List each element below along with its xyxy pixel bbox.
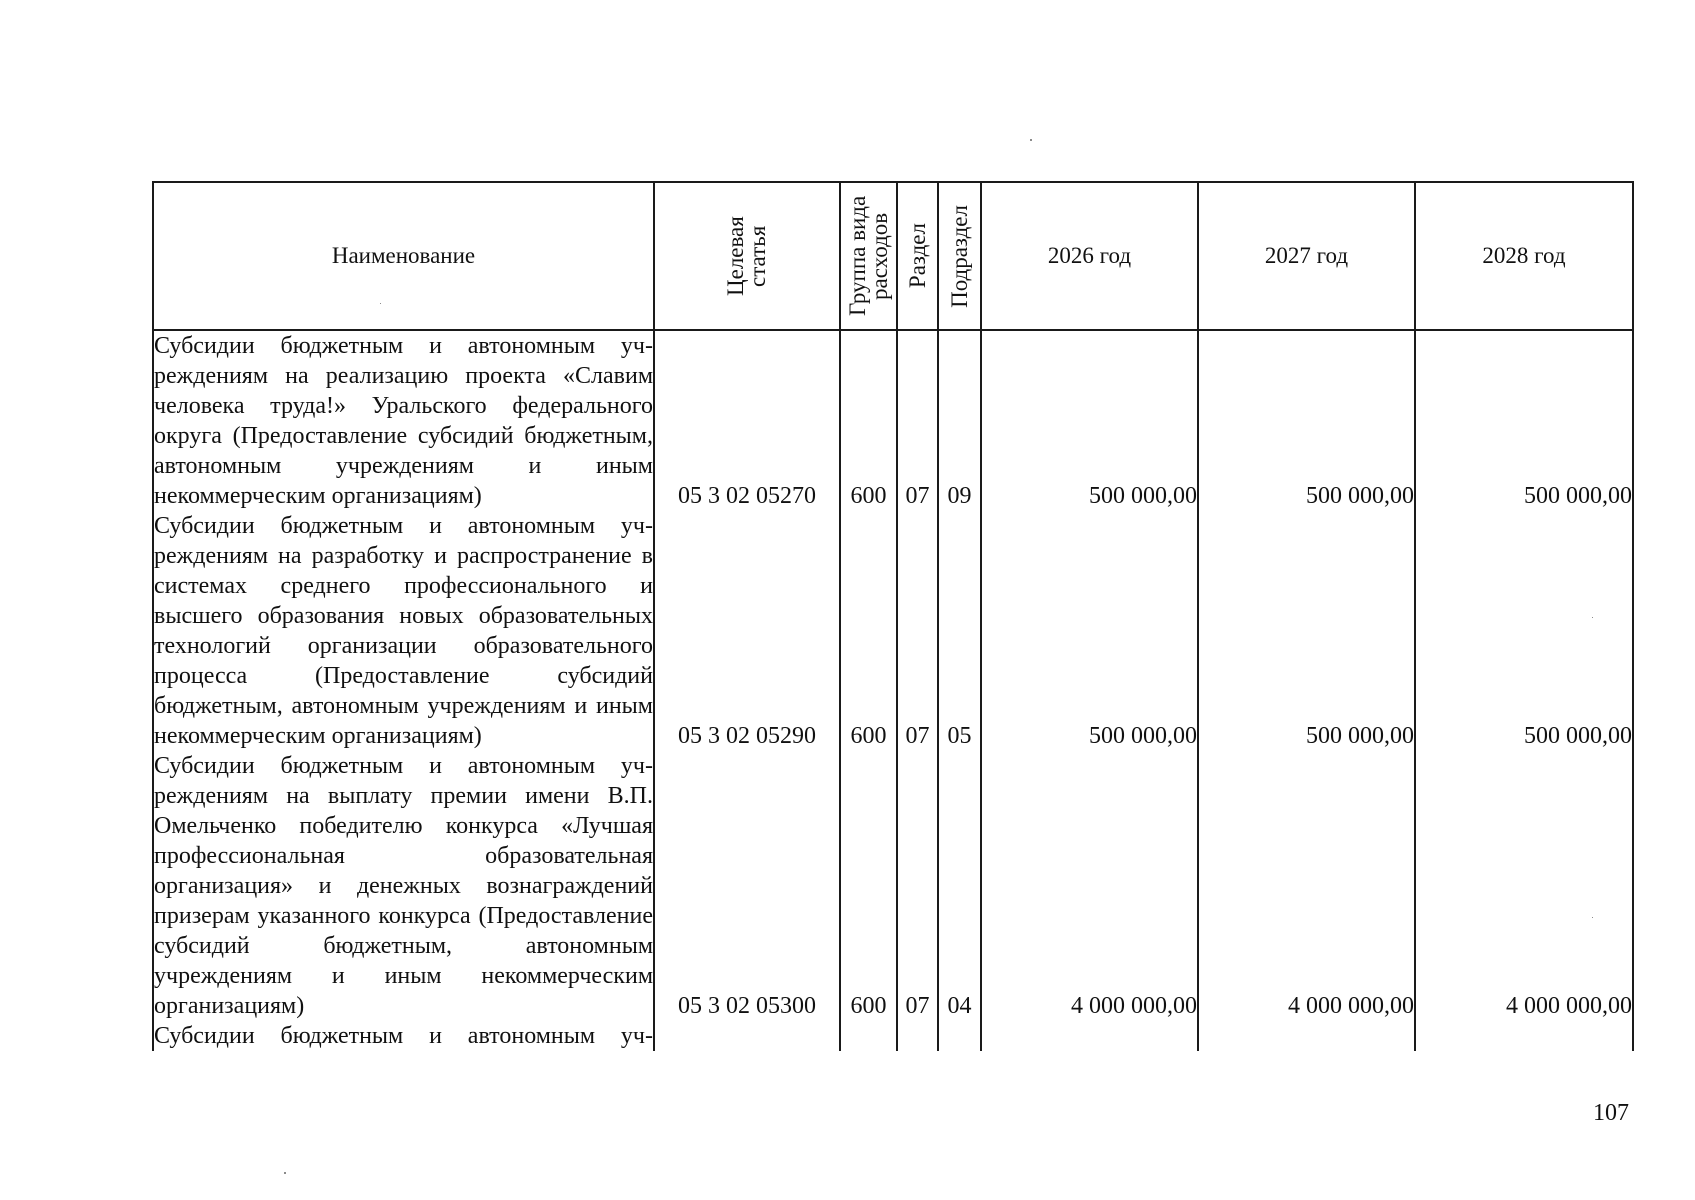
header-row	[153, 182, 1633, 330]
row-name: Субсидии бюджетным и автономным учреждениям на реализацию проекта «Славим человека труда!» Уральского федерального округа (Предоставление субсидий бюджетным, автономным учреждениям и иным некоммерческим организациям)	[153, 330, 654, 511]
header-2028-label: 2028 год	[1482, 243, 1566, 268]
row-amount-2028	[1415, 1021, 1633, 1051]
row-target-article	[654, 1021, 840, 1051]
header-2026-label: 2026 год	[1047, 243, 1132, 268]
row-amount-2027: 4 000 000,00	[1198, 751, 1415, 1021]
scan-speck	[1030, 139, 1032, 141]
row-section: 07	[897, 330, 938, 511]
budget-table	[152, 181, 1634, 1051]
row-subsection: 05	[938, 511, 981, 751]
header-target-article	[654, 182, 840, 330]
row-section: 07	[897, 751, 938, 1021]
row-amount-2026: 500 000,00	[981, 330, 1198, 511]
header-section	[897, 182, 938, 330]
header-subsection	[938, 182, 981, 330]
header-section-label: Раздел	[904, 223, 930, 289]
row-section	[897, 1021, 938, 1051]
row-amount-2027	[1198, 1021, 1415, 1051]
row-name: Субсидии бюджетным и автономным учреждениям на выплату премии имени В.П. Омельченко победителю конкурса «Лучшая профессиональная образовательная организация» и денежных вознаграждений призерам указанного конкурса (Предоставление субсидий бюджетным, автономным учреждениям и иным некоммерческим организациям)	[154, 753, 653, 1019]
row-expense-group: 600	[840, 330, 897, 511]
row-subsection: 09	[938, 330, 981, 511]
row-target-article: 05 3 02 05290	[654, 511, 840, 751]
row-expense-group: 600	[840, 751, 897, 1021]
header-expense-group	[840, 182, 897, 330]
row-expense-group	[840, 1021, 897, 1051]
row-amount-2028: 500 000,00	[1415, 511, 1633, 751]
row-amount-2026: 500 000,00	[981, 511, 1198, 751]
table-row	[153, 1021, 1633, 1051]
row-subsection	[938, 1021, 981, 1051]
row-subsection: 04	[938, 751, 981, 1021]
header-expense-group-label: Группа вида расходов	[844, 195, 892, 317]
header-name	[153, 182, 654, 330]
row-section: 07	[897, 511, 938, 751]
header-2026	[981, 182, 1198, 330]
row-amount-2028: 500 000,00	[1415, 330, 1633, 511]
row-expense-group: 600	[840, 511, 897, 751]
table-row	[153, 751, 1633, 1021]
table-row	[153, 511, 1633, 751]
header-name-label: Наименование	[331, 243, 476, 268]
header-subsection-label: Подраздел	[946, 204, 972, 308]
row-amount-2028: 4 000 000,00	[1415, 751, 1633, 1021]
header-2027-label: 2027 год	[1264, 243, 1349, 268]
row-name: Субсидии бюджетным и автономным учреждениям на разработку и распространение в системах среднего профессионального и высшего образования новых образовательных технологий организации образовательного процесса (Предоставление субсидий бюджетным, автономным учреждениям и иным некоммерческим организациям)	[154, 513, 653, 749]
header-target-article-label: Целевая статья	[723, 216, 770, 296]
header-2028	[1415, 182, 1633, 330]
row-target-article: 05 3 02 05270	[654, 330, 840, 511]
header-2027	[1198, 182, 1415, 330]
row-amount-2026: 4 000 000,00	[981, 751, 1198, 1021]
row-amount-2027: 500 000,00	[1198, 330, 1415, 511]
row-target-article: 05 3 02 05300	[654, 751, 840, 1021]
table-body	[153, 330, 1633, 1051]
row-amount-2027: 500 000,00	[1198, 511, 1415, 751]
scan-speck	[284, 1172, 286, 1174]
row-name: Субсидии бюджетным и автономным уч-	[154, 1023, 653, 1049]
row-amount-2026	[981, 1021, 1198, 1051]
page-number: 107	[1593, 1100, 1629, 1126]
table-row	[153, 330, 1633, 511]
table-header	[153, 182, 1633, 330]
